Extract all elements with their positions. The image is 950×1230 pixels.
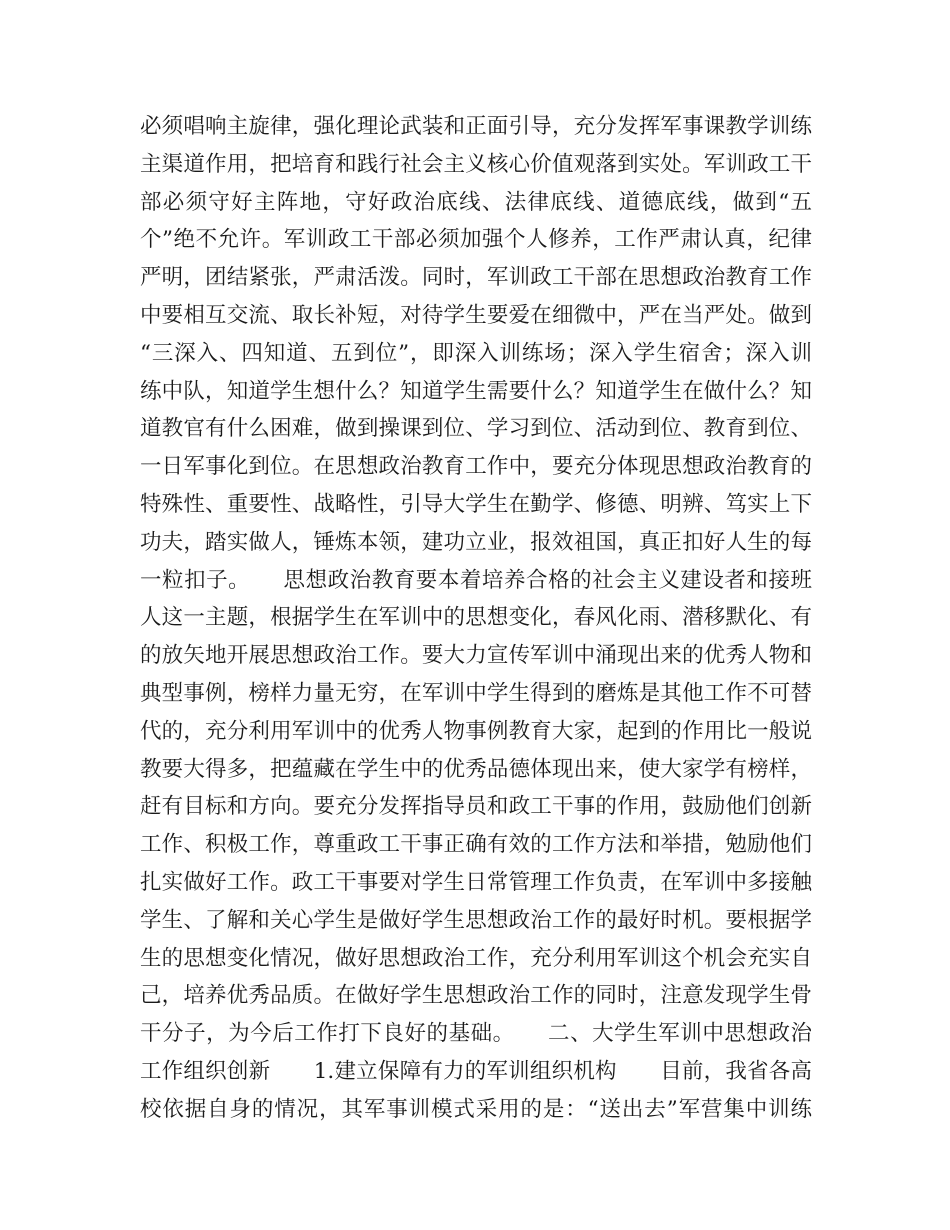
text-line: 练中队，知道学生想什么？知道学生需要什么？知道学生在做什么？知 [140, 378, 812, 404]
body-text [140, 108, 812, 1129]
text-line: 功夫，踏实做人，锤炼本领，建功立业，报效祖国，真正扣好人生的每 [140, 529, 812, 555]
text-line: 赶有目标和方向。要充分发挥指导员和政工干事的作用，鼓励他们创新 [140, 794, 812, 820]
text-line: 代的，充分利用军训中的优秀人物事例教育大家，起到的作用比一般说 [140, 718, 812, 744]
text-line: 一日军事化到位。在思想政治教育工作中，要充分体现思想政治教育的 [140, 454, 812, 480]
text-line: 干分子，为今后工作打下良好的基础。 二、大学生军训中思想政治 [140, 1021, 812, 1047]
text-line: 工作、积极工作，尊重政工干事正确有效的工作方法和举措，勉励他们 [140, 832, 812, 858]
text-line: 必须唱响主旋律，强化理论武装和正面引导，充分发挥军事课教学训练 [140, 114, 812, 139]
text-line: 人这一主题，根据学生在军训中的思想变化，春风化雨、潜移默化、有 [140, 605, 812, 631]
text-line: 个”绝不允许。军训政工干部必须加强个人修养，工作严肃认真，纪律 [140, 227, 812, 253]
text-line: “三深入、四知道、五到位”，即深入训练场；深入学生宿舍；深入训 [140, 340, 812, 366]
text-line: 特殊性、重要性、战略性，引导大学生在勤学、修德、明辨、笃实上下 [140, 491, 812, 517]
text-line: 工作组织创新 1.建立保障有力的军训组织机构 目前，我省各高 [140, 1058, 812, 1084]
text-line: 严明，团结紧张，严肃活泼。同时，军训政工干部在思想政治教育工作 [140, 265, 812, 291]
text-line: 生的思想变化情况，做好思想政治工作，充分利用军训这个机会充实自 [140, 945, 812, 971]
text-line: 扎实做好工作。政工干事要对学生日常管理工作负责，在军训中多接触 [140, 869, 812, 895]
text-line: 学生、了解和关心学生是做好学生思想政治工作的最好时机。要根据学 [140, 907, 812, 933]
text-line: 主渠道作用，把培育和践行社会主义核心价值观落到实处。军训政工干 [140, 151, 812, 177]
text-line: 典型事例，榜样力量无穷，在军训中学生得到的磨炼是其他工作不可替 [140, 680, 812, 706]
text-line: 教要大得多，把蕴藏在学生中的优秀品德体现出来，使大家学有榜样， [140, 756, 812, 782]
text-line: 道教官有什么困难，做到操课到位、学习到位、活动到位、教育到位、 [140, 416, 812, 442]
text-line: 部必须守好主阵地，守好政治底线、法律底线、道德底线，做到“五 [140, 189, 812, 215]
text-line: 己，培养优秀品质。在做好学生思想政治工作的同时，注意发现学生骨 [140, 983, 812, 1009]
text-line: 的放矢地开展思想政治工作。要大力宣传军训中涌现出来的优秀人物和 [140, 643, 812, 669]
text-line: 校依据自身的情况，其军事训模式采用的是：“送出去”军营集中训练 [140, 1096, 812, 1122]
text-line: 一粒扣子。 思想政治教育要本着培养合格的社会主义建设者和接班 [140, 567, 812, 593]
text-line: 中要相互交流、取长补短，对待学生要爱在细微中，严在当严处。做到 [140, 302, 812, 328]
